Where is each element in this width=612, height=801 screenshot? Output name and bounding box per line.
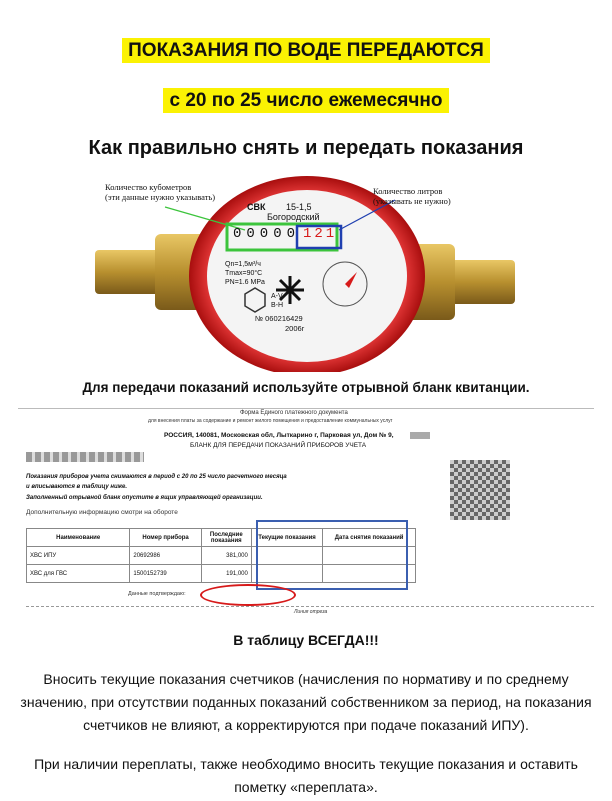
form-note-1: Показания приборов учета снимаются в период с 20 по 25 число расчетного месяца: [26, 474, 287, 480]
water-meter-illustration: [95, 172, 515, 372]
meter-spec-1: Qn=1,5м³/ч: [225, 261, 261, 268]
row-last: 381,000: [201, 547, 251, 565]
row-number: 20692986: [130, 547, 201, 565]
page-title: ПОКАЗАНИЯ ПО ВОДЕ ПЕРЕДАЮТСЯ: [0, 40, 612, 62]
col-date: Дата снятия показаний: [323, 529, 416, 547]
meter-brand-sub: Богородский: [267, 212, 320, 222]
label-liters-note: (указывать не нужно): [373, 196, 451, 206]
form-note-3: Заполненный отрывной бланк опустите в ящик управляющей организации.: [26, 495, 263, 501]
always-note: В таблицу ВСЕГДА!!!: [233, 632, 379, 648]
meter-model: 15-1,5: [286, 202, 312, 212]
col-name: Наименование: [27, 529, 130, 547]
meter-spec-2: Tmax=90°С: [225, 270, 263, 277]
paragraph-2: При наличии переплаты, также необходимо вносить текущие показания и оставить пометку «переплата».: [34, 756, 578, 795]
cubic-digits: 00000: [233, 226, 301, 242]
form-doc-sub: для внесения платы за содержание и ремонт жилого помещения и предоставление коммунальных услуг: [148, 418, 393, 424]
redacted-block: [410, 432, 430, 439]
form-cut-line: Линия отреза: [294, 609, 328, 615]
row-name: ХВС ИПУ: [27, 547, 130, 565]
section-heading: Как правильно снять и передать показания: [88, 137, 524, 159]
meter-serial: № 060216429: [255, 314, 303, 323]
row-number: 1500152739: [130, 565, 201, 583]
signature-highlight: [200, 584, 296, 606]
form-note-4: Дополнительную информацию смотри на обороте: [26, 509, 178, 516]
col-number: Номер прибора: [130, 529, 201, 547]
highlight-box: [256, 520, 408, 590]
meter-spec-3: PN=1.6 MPa: [225, 279, 265, 286]
label-liters: Количество литров: [373, 186, 443, 196]
form-blank-title: БЛАНК ДЛЯ ПЕРЕДАЧИ ПОКАЗАНИЙ ПРИБОРОВ УЧЕТА: [190, 442, 367, 449]
meter-class-2: B-H: [271, 302, 284, 309]
col-current: Текущие показания: [251, 529, 322, 547]
paragraph-1: Вносить текущие показания счетчиков (начисления по нормативу и по среднему значению, при отсутствии поданных показаний собственником за период, на показания счетчиков не влияют, а корректируются при подаче показаний ИПУ).: [20, 671, 592, 733]
col-last: Последние показания: [201, 529, 251, 547]
meter-class-1: A-V: [271, 293, 283, 300]
meter-year: 2006г: [285, 324, 305, 333]
receipt-form: [18, 408, 594, 618]
form-address: РОССИЯ, 140081, Московская обл, Лыткарино г, Парковая ул, Дом № 9,: [164, 432, 394, 439]
form-doc-title: Форма Единого платежного документа: [240, 410, 348, 416]
row-name: ХВС для ГВС: [27, 565, 130, 583]
form-note-2: и вписываются в таблицу ниже.: [26, 484, 128, 490]
label-cubic: Количество кубометров: [105, 182, 192, 192]
instruction-text: Для передачи показаний используйте отрывной бланк квитанции.: [82, 380, 530, 395]
liter-digits: 121: [303, 226, 338, 242]
form-confirm: Данные подтверждаю:: [128, 591, 186, 597]
cut-line: [26, 606, 594, 607]
page-subtitle: с 20 по 25 число ежемесячно: [0, 90, 612, 112]
label-cubic-note: (эти данные нужно указывать): [105, 192, 216, 202]
meter-brand: СВК: [247, 202, 266, 212]
qr-code-icon: [450, 460, 510, 520]
row-last: 191,000: [201, 565, 251, 583]
redacted-account: [26, 452, 144, 462]
